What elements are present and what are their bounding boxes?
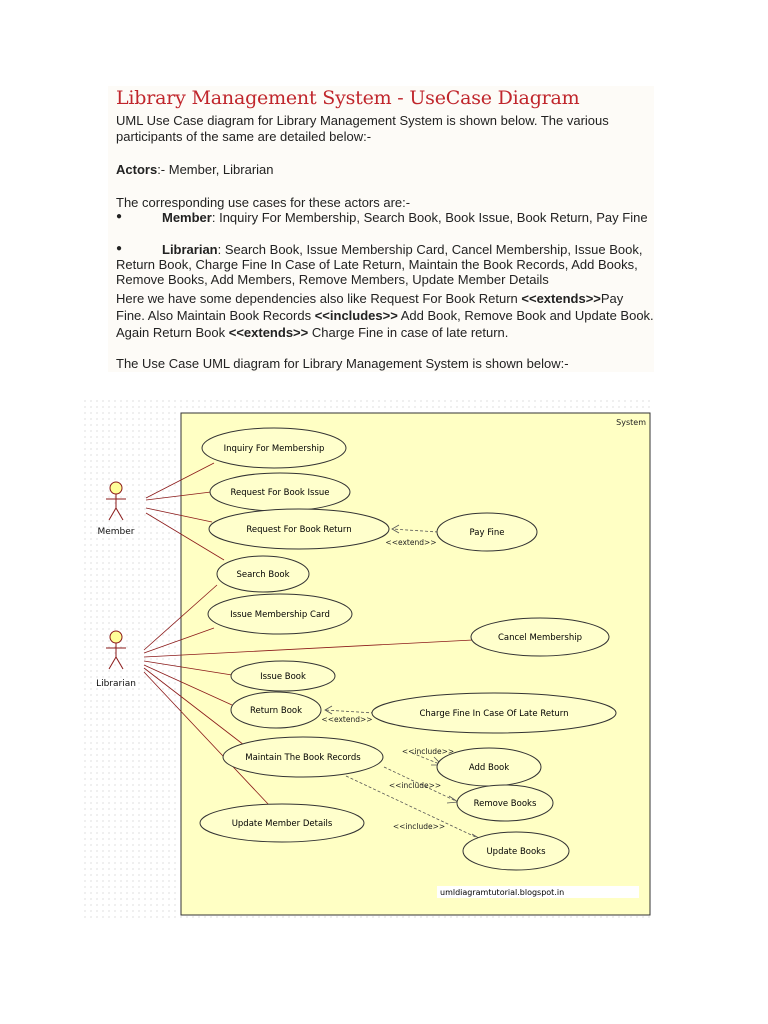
dep-line-3-a: Again Return Book <box>116 325 229 340</box>
extend-label-2: <<extend>> <box>321 715 373 724</box>
dep-extends-2: <<extends>> <box>228 325 309 340</box>
uc-maintain-records-label: Maintain The Book Records <box>245 753 361 763</box>
librarian-line-2: Return Book, Charge Fine In Case of Late Return, Maintain the Book Records, Add Books, <box>116 257 638 272</box>
member-line <box>162 210 648 226</box>
uc-add-book-label: Add Book <box>468 763 510 773</box>
use-case-diagram <box>84 400 654 918</box>
bullet-icon: ● <box>116 211 123 222</box>
dep-line-2 <box>116 307 654 324</box>
uc-cancel-membership-label: Cancel Membership <box>497 633 583 643</box>
uc-return-book-label: Return Book <box>249 706 303 716</box>
include-label-1: <<include>> <box>401 747 455 756</box>
uc-issue-card-label: Issue Membership Card <box>230 610 330 620</box>
dep-line-1-a: Here we have some dependencies also like Request For Book Return <box>116 291 522 306</box>
member-actor-label: Member <box>97 527 135 537</box>
uc-charge-fine-label: Charge Fine In Case Of Late Return <box>419 709 569 719</box>
dep-line-1 <box>116 290 654 307</box>
librarian-text-1: : Search Book, Issue Membership Card, Cancel Membership, Issue Book, <box>217 242 643 257</box>
article-section <box>108 86 654 372</box>
uc-remove-books-label: Remove Books <box>473 799 537 809</box>
intro-line-1: UML Use Case diagram for Library Management System is shown below. The various <box>116 113 609 128</box>
member-text: : Inquiry For Membership, Search Book, Book Issue, Book Return, Pay Fine <box>211 210 648 225</box>
intro-line-2: participants of the same are detailed below:- <box>116 129 372 144</box>
uc-inquiry-label: Inquiry For Membership <box>223 444 325 454</box>
diagram-canvas <box>84 400 654 918</box>
librarian-label: Librarian <box>162 242 218 257</box>
watermark: umldiagramtutorial.blogspot.in <box>440 888 565 897</box>
actors-line <box>116 162 274 178</box>
actors-label: Actors <box>116 162 158 177</box>
dep-extends-1: <<extends>> <box>521 291 601 306</box>
uc-search-book-label: Search Book <box>236 570 290 580</box>
include-label-2: <<include>> <box>388 781 442 790</box>
actors-text: :- Member, Librarian <box>157 162 274 177</box>
librarian-line-1 <box>162 242 642 258</box>
dep-line-3-b: Charge Fine in case of late return. <box>308 325 509 340</box>
dep-line-2-a: Fine. Also Maintain Book Records <box>116 308 315 323</box>
system-label: System <box>616 418 646 427</box>
bullet-icon: ● <box>116 243 123 254</box>
usecases-intro: The corresponding use cases for these actors are:- <box>116 195 411 210</box>
dep-line-2-b: Add Book, Remove Book and Update Book. <box>397 308 654 323</box>
dep-line-1-b: Pay <box>600 291 624 306</box>
dependencies-paragraph <box>116 290 654 341</box>
librarian-actor-label: Librarian <box>96 679 136 689</box>
uc-update-books-label: Update Books <box>486 847 546 857</box>
extend-label-1: <<extend>> <box>385 538 437 547</box>
include-label-3: <<include>> <box>392 822 446 831</box>
page-title: Library Management System - UseCase Diagram <box>116 87 580 109</box>
uc-request-return-label: Request For Book Return <box>246 525 352 535</box>
member-head-icon <box>110 482 122 494</box>
uc-issue-book-label: Issue Book <box>260 672 306 682</box>
librarian-line-3: Remove Books, Add Members, Remove Members, Update Member Details <box>116 272 549 287</box>
intro-paragraph <box>116 113 609 145</box>
librarian-head-icon <box>110 631 122 643</box>
dep-line-3 <box>116 324 654 341</box>
closing-line: The Use Case UML diagram for Library Management System is shown below:- <box>116 356 569 371</box>
uc-request-issue-label: Request For Book Issue <box>230 488 330 498</box>
member-label: Member <box>162 210 212 225</box>
uc-pay-fine-label: Pay Fine <box>469 528 505 538</box>
dep-includes: <<includes>> <box>314 308 398 323</box>
uc-update-member-label: Update Member Details <box>231 819 333 829</box>
